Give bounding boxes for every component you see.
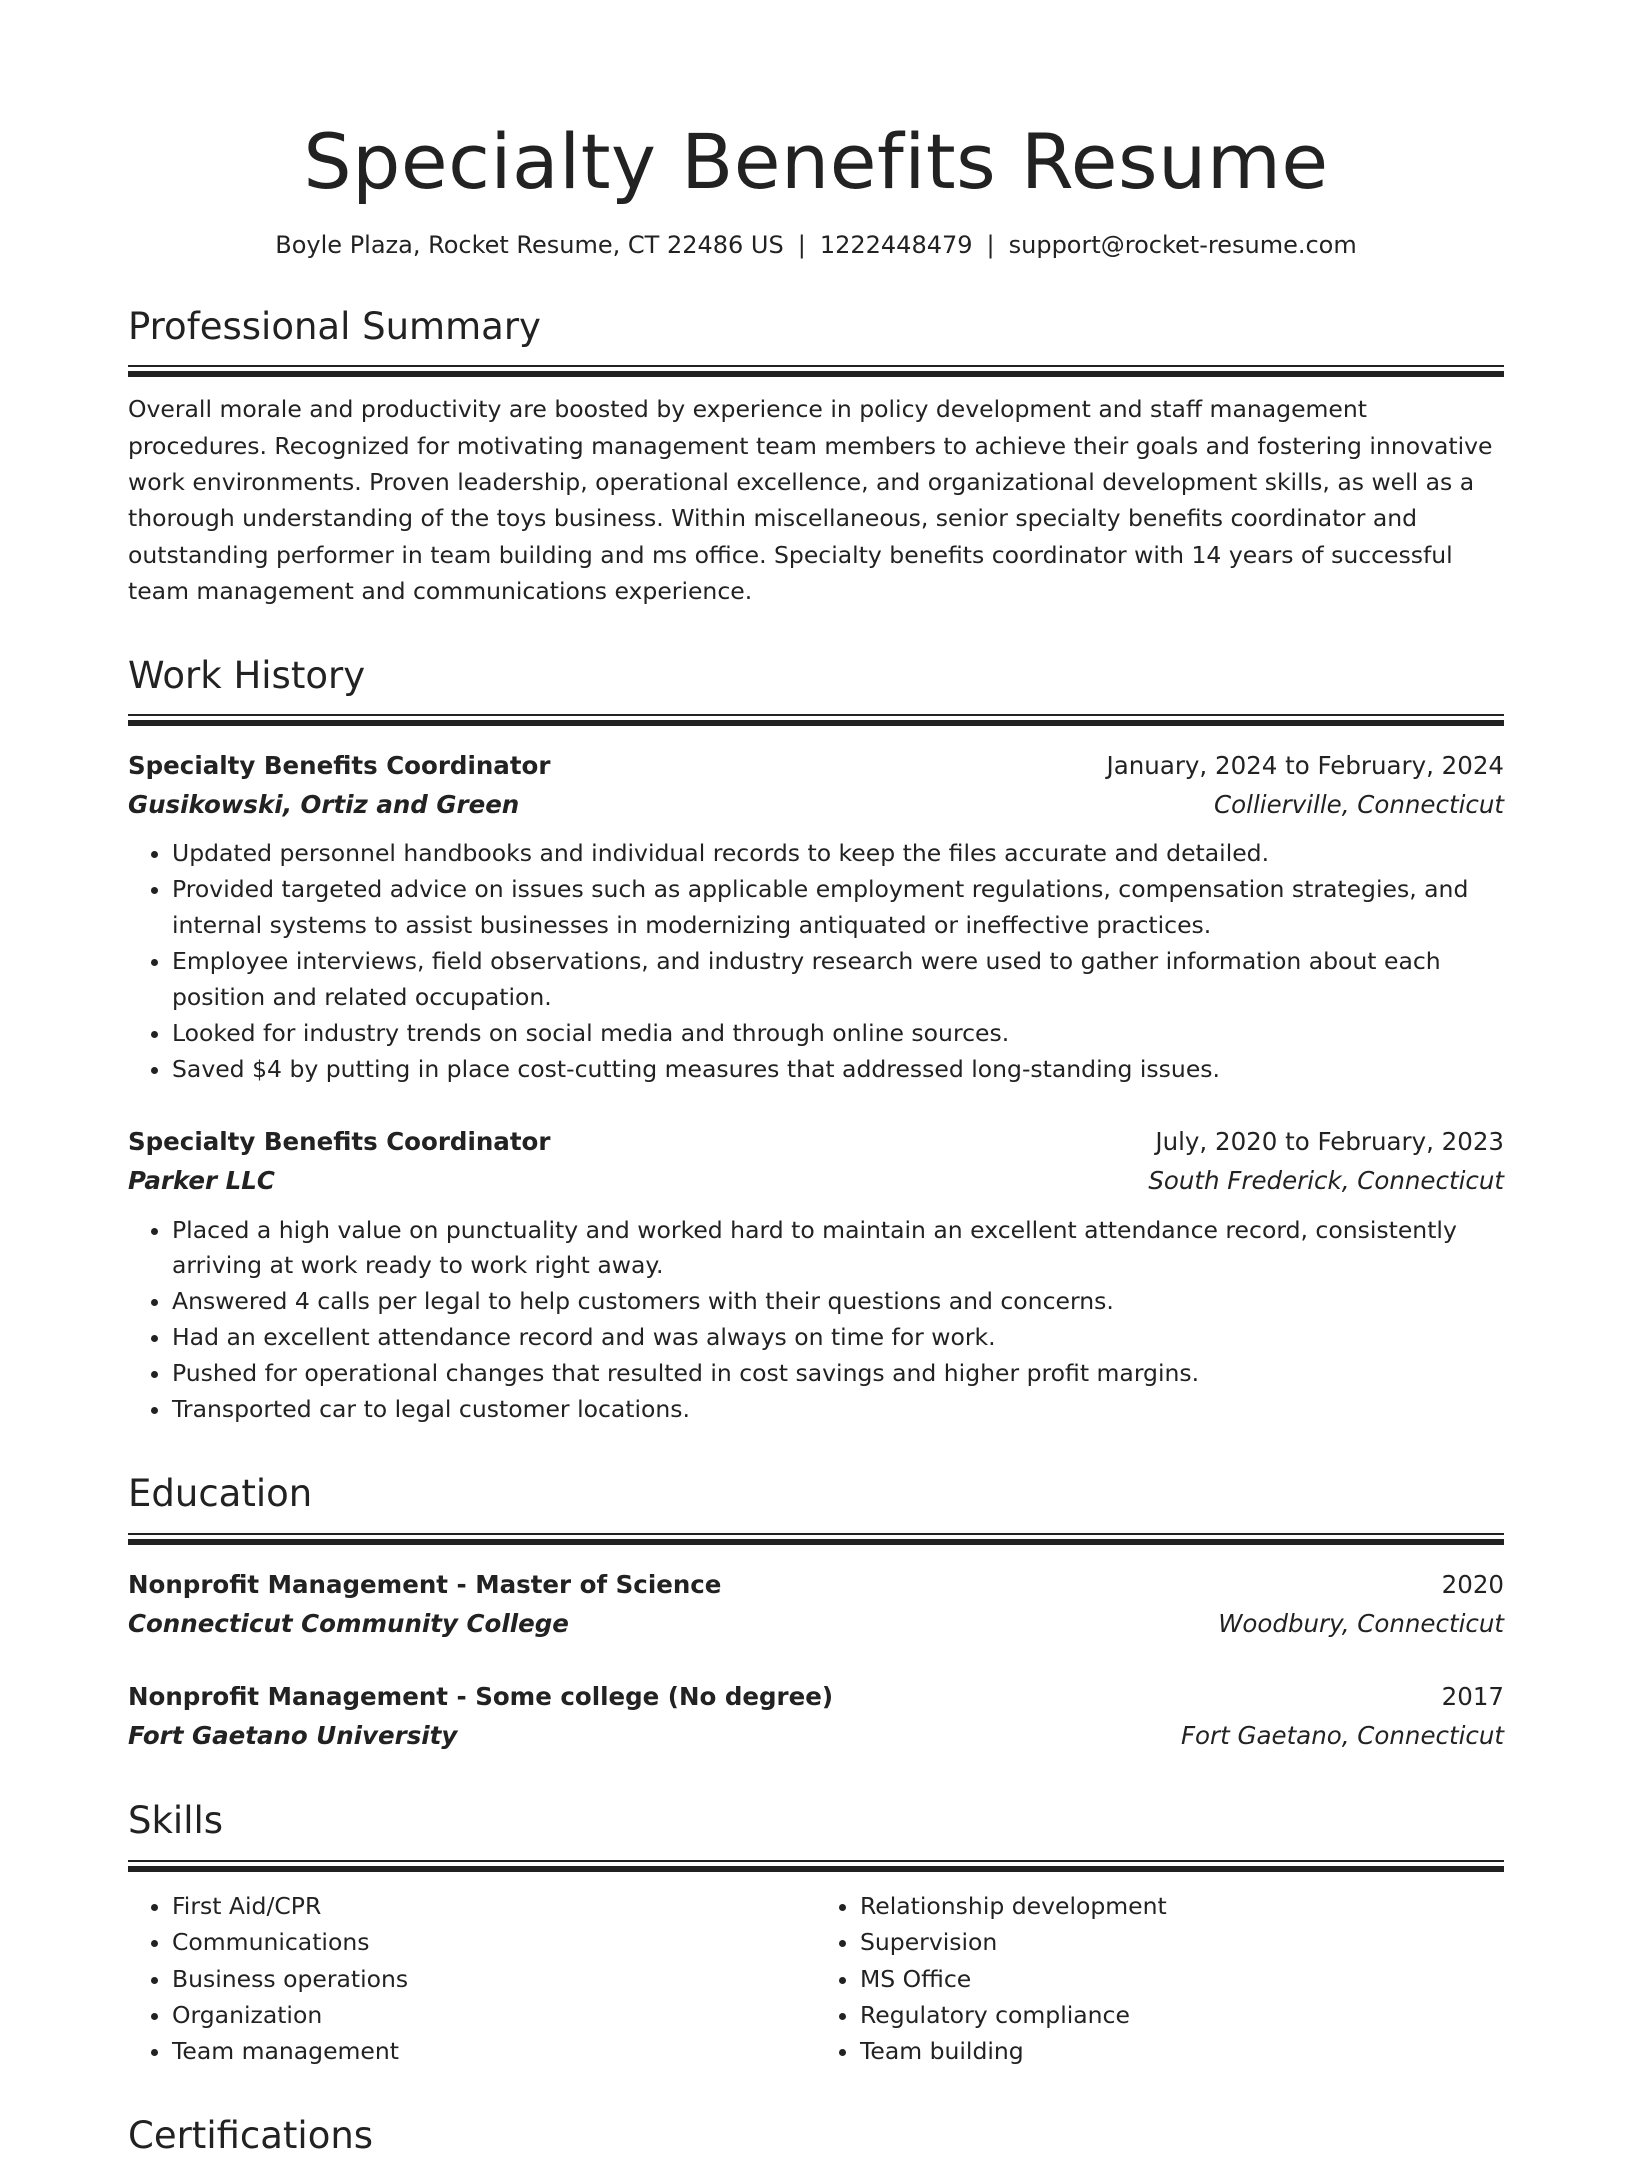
job-entry bbox=[128, 746, 1504, 1088]
contact-line bbox=[128, 230, 1504, 261]
job-bullet: • Pushed for operational changes that resulted in cost savings and higher profit margins. bbox=[172, 1356, 1504, 1392]
job-location: South Frederick, Connecticut bbox=[1148, 1166, 1504, 1196]
contact-phone: 1222448479 bbox=[819, 230, 973, 259]
education-school: Connecticut Community College bbox=[128, 1608, 569, 1638]
skills-column-left bbox=[128, 1888, 816, 2070]
section-divider bbox=[128, 1533, 1504, 1545]
contact-address: Boyle Plaza, Rocket Resume, CT 22486 US bbox=[275, 230, 784, 259]
job-bullet: • Employee interviews, field observations, and industry research were used to gather information about each position and related occupation. bbox=[172, 944, 1504, 1016]
resume-title: Specialty Benefits Resume bbox=[303, 117, 1329, 206]
certifications-section bbox=[128, 2114, 1504, 2158]
job-bullet: • Saved $4 by putting in place cost-cutting measures that addressed long-standing issues. bbox=[172, 1052, 1504, 1088]
education-year: 2020 bbox=[1441, 1569, 1504, 1599]
job-title: Specialty Benefits Coordinator bbox=[128, 1127, 551, 1157]
education-entry bbox=[128, 1565, 1504, 1643]
education-school-row bbox=[128, 1716, 1504, 1755]
job-bullet: • Placed a high value on punctuality and worked hard to maintain an excellent attendance record, consistently arriving at work ready to work right away. bbox=[172, 1213, 1504, 1285]
education-location: Fort Gaetano, Connecticut bbox=[1180, 1721, 1504, 1751]
job-company-row bbox=[128, 1161, 1504, 1200]
skill-item: • Business operations bbox=[172, 1961, 816, 1997]
section-heading: Certifications bbox=[128, 2113, 374, 2157]
job-company: Parker LLC bbox=[128, 1166, 275, 1196]
job-location: Collierville, Connecticut bbox=[1214, 790, 1504, 820]
education-header-row bbox=[128, 1565, 1504, 1604]
skill-item: • Communications bbox=[172, 1924, 816, 1960]
job-header-row bbox=[128, 746, 1504, 785]
education-header-row bbox=[128, 1677, 1504, 1716]
skill-item: • Team management bbox=[172, 2033, 816, 2069]
section-heading: Education bbox=[128, 1472, 313, 1516]
education-location: Woodbury, Connecticut bbox=[1218, 1608, 1504, 1638]
job-company: Gusikowski, Ortiz and Green bbox=[128, 790, 520, 820]
education-school-row bbox=[128, 1604, 1504, 1643]
job-header-row bbox=[128, 1122, 1504, 1161]
section-heading: Professional Summary bbox=[128, 304, 541, 348]
skill-item: • Regulatory compliance bbox=[860, 1997, 1504, 2033]
section-divider bbox=[128, 714, 1504, 726]
contact-email: support@rocket-resume.com bbox=[1008, 230, 1357, 259]
job-entry bbox=[128, 1122, 1504, 1428]
job-bullet: • Transported car to legal customer locations. bbox=[172, 1392, 1504, 1428]
skill-item: • Organization bbox=[172, 1997, 816, 2033]
skills-section bbox=[128, 1799, 1504, 2070]
skill-item: • Supervision bbox=[860, 1924, 1504, 1960]
section-divider bbox=[128, 1860, 1504, 1872]
work-history-section bbox=[128, 654, 1504, 1429]
section-heading: Work History bbox=[128, 653, 366, 697]
contact-separator: | bbox=[986, 230, 995, 259]
education-school: Fort Gaetano University bbox=[128, 1721, 458, 1751]
section-heading: Skills bbox=[128, 1799, 224, 1843]
job-dates: July, 2020 to February, 2023 bbox=[1155, 1127, 1504, 1157]
job-bullet: • Provided targeted advice on issues such as applicable employment regulations, compensation strategies, and internal systems to assist businesses in modernizing antiquated or ineffective practices. bbox=[172, 872, 1504, 944]
job-company-row bbox=[128, 785, 1504, 824]
skill-item: • First Aid/CPR bbox=[172, 1888, 816, 1924]
job-bullets bbox=[128, 836, 1504, 1088]
education-degree: Nonprofit Management - Some college (No degree) bbox=[128, 1682, 834, 1711]
education-degree: Nonprofit Management - Master of Science bbox=[128, 1569, 722, 1599]
job-dates: January, 2024 to February, 2024 bbox=[1106, 751, 1504, 781]
skills-grid bbox=[128, 1888, 1504, 2070]
education-year: 2017 bbox=[1441, 1682, 1504, 1711]
skill-item: • MS Office bbox=[860, 1961, 1504, 1997]
section-divider bbox=[128, 365, 1504, 377]
summary-section bbox=[128, 305, 1504, 610]
job-bullet: • Had an excellent attendance record and was always on time for work. bbox=[172, 1320, 1504, 1356]
contact-separator: | bbox=[797, 230, 806, 259]
job-bullet: • Looked for industry trends on social media and through online sources. bbox=[172, 1016, 1504, 1052]
job-bullet: • Answered 4 calls per legal to help customers with their questions and concerns. bbox=[172, 1284, 1504, 1320]
skills-column-right bbox=[816, 1888, 1504, 2070]
job-title: Specialty Benefits Coordinator bbox=[128, 751, 551, 781]
summary-text: Overall morale and productivity are boosted by experience in policy development and staff management procedures. Recognized for motivating management team members to achieve their goals and fostering innovative work environments. Proven leadership, operational excellence, and organizational development skills, as well as a thorough understanding of the toys business. Within miscellaneous, senior specialty benefits coordinator and outstanding performer in team building and ms office. Specialty benefits coordinator with 14 years of successful team management and communications experience. bbox=[128, 395, 1493, 606]
skill-item: • Relationship development bbox=[860, 1888, 1504, 1924]
job-bullet: • Updated personnel handbooks and individual records to keep the files accurate and detailed. bbox=[172, 836, 1504, 872]
job-bullets bbox=[128, 1213, 1504, 1429]
education-section bbox=[128, 1472, 1504, 1755]
skill-item: • Team building bbox=[860, 2033, 1504, 2069]
education-entry bbox=[128, 1677, 1504, 1755]
